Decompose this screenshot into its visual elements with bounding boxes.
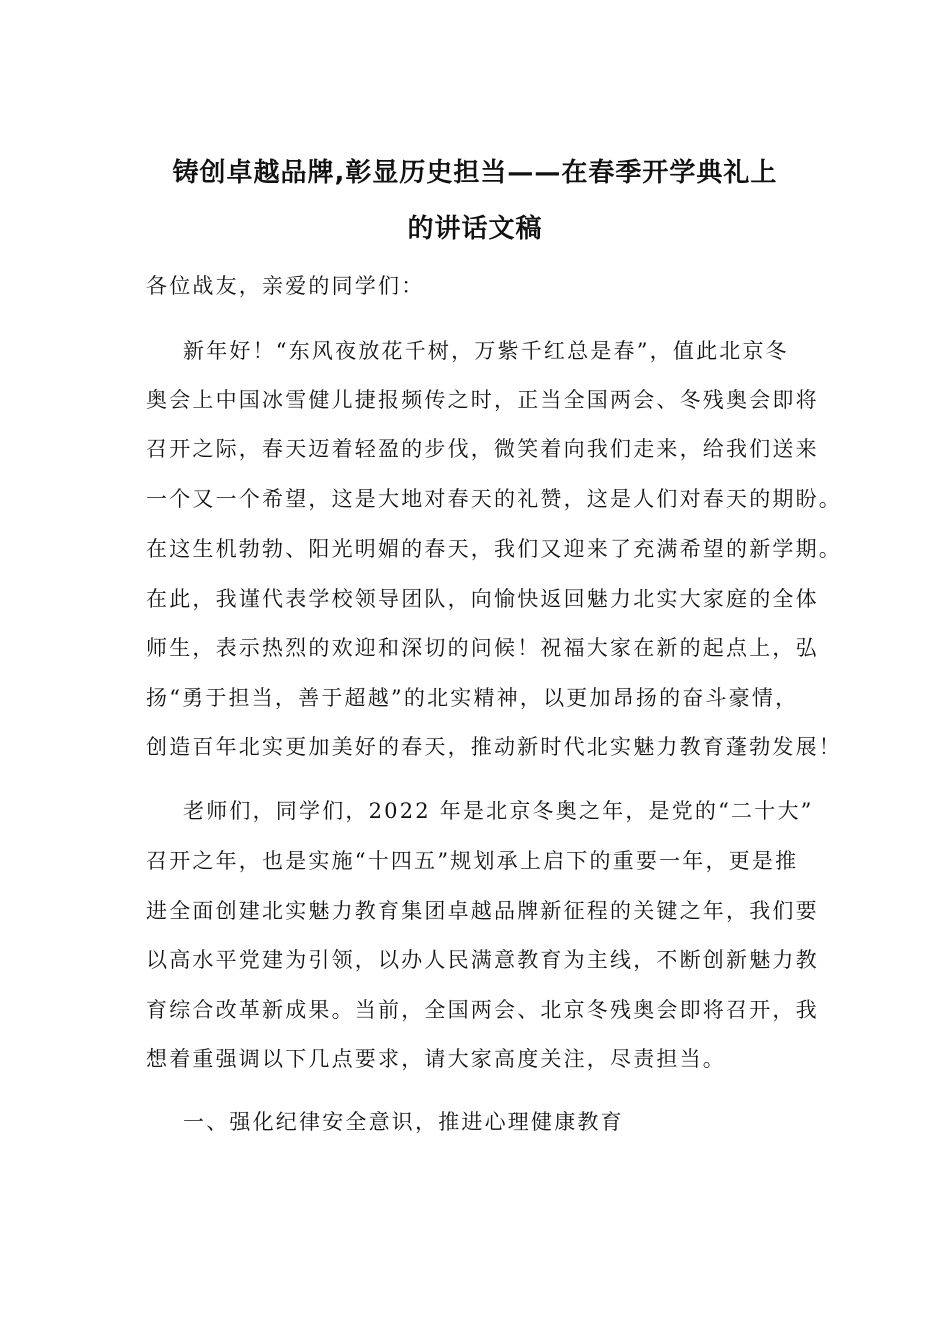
paragraph-2-line: 想着重强调以下几点要求，请大家高度关注，尽责担当。 — [146, 1047, 726, 1071]
paragraph-1-line: 师生，表示热烈的欢迎和深切的问候！祝福大家在新的起点上，弘 — [146, 636, 819, 660]
section-heading-1: 一、强化纪律安全意识，推进心理健康教育 — [183, 1110, 624, 1134]
document-title-line-2: 的讲话文稿 — [407, 214, 543, 244]
paragraph-2-line: 老师们，同学们，2022 年是北京冬奥之年，是党的“二十大” — [183, 799, 814, 823]
paragraph-2-line: 召开之年，也是实施“十四五”规划承上启下的重要一年，更是推 — [146, 849, 799, 873]
paragraph-2-line: 进全面创建北实魅力教育集团卓越品牌新征程的关键之年，我们要 — [146, 899, 819, 923]
salutation: 各位战友，亲爱的同学们： — [146, 274, 425, 298]
paragraph-1-line: 一个又一个希望，这是大地对春天的礼赞，这是人们对春天的期盼。 — [146, 487, 842, 511]
paragraph-1-line: 在此，我谨代表学校领导团队，向愉快返回魅力北实大家庭的全体 — [146, 587, 819, 611]
paragraph-2-line: 以高水平党建为引领，以办人民满意教育为主线，不断创新魅力教 — [146, 948, 819, 972]
paragraph-2-line: 育综合改革新成果。当前，全国两会、北京冬残奥会即将召开，我 — [146, 998, 819, 1022]
paragraph-1-line: 奥会上中国冰雪健儿捷报频传之时，正当全国两会、冬残奥会即将 — [146, 388, 819, 412]
document-title-line-1: 铸创卓越品牌,彰显历史担当——在春季开学典礼上 — [172, 158, 778, 188]
paragraph-1-line: 召开之际，春天迈着轻盈的步伐，微笑着向我们走来，给我们送来 — [146, 437, 819, 461]
paragraph-1-line: 创造百年北实更加美好的春天，推动新时代北实魅力教育蓬勃发展！ — [146, 735, 842, 759]
paragraph-1-line: 扬“勇于担当，善于超越”的北实精神，以更加昂扬的奋斗豪情， — [146, 686, 799, 710]
paragraph-1-line: 在这生机勃勃、阳光明媚的春天，我们又迎来了充满希望的新学期。 — [146, 537, 842, 561]
paragraph-1-line: 新年好！“东风夜放花千树，万紫千红总是春”，值此北京冬 — [183, 339, 789, 363]
